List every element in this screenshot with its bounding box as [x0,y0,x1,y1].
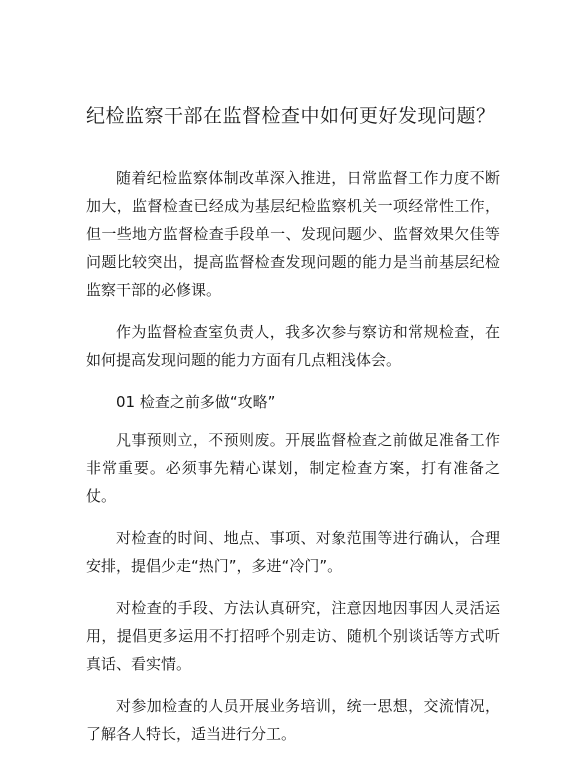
paragraph-author-note: 作为监督检查室负责人，我多次参与察访和常规检查，在如何提高发现问题的能力方面有几点粗浅体会。 [86,323,500,369]
paragraph-intro: 随着纪检监察体制改革深入推进，日常监督工作力度不断加大，监督检查已经成为基层纪检监察机关一项经常性工作，但一些地方监督检查手段单一、发现问题少、监督效果欠佳等问题比较突出，提高监督检查发现问题的能力是当前基层纪检监察干部的必修课。 [86,169,500,299]
section-heading-01: 01 检查之前多做“攻略” [116,393,276,411]
paragraph-preparation: 凡事预则立，不预则废。开展监督检查之前做足准备工作非常重要。必须事先精心谋划，制定检查方案，打有准备之仗。 [86,431,500,505]
paragraph-training: 对参加检查的人员开展业务培训，统一思想，交流情况，了解各人特长，适当进行分工。 [86,697,500,743]
document-body [86,164,500,762]
paragraph-methods: 对检查的手段、方法认真研究，注意因地因事因人灵活运用，提倡更多运用不打招呼个别走访、随机个别谈话等方式听真话、看实情。 [86,599,500,673]
paragraph-schedule: 对检查的时间、地点、事项、对象范围等进行确认，合理安排，提倡少走“热门”，多进“冷门”。 [86,529,500,575]
document-title: 纪检监察干部在监督检查中如何更好发现问题？ [86,105,496,127]
